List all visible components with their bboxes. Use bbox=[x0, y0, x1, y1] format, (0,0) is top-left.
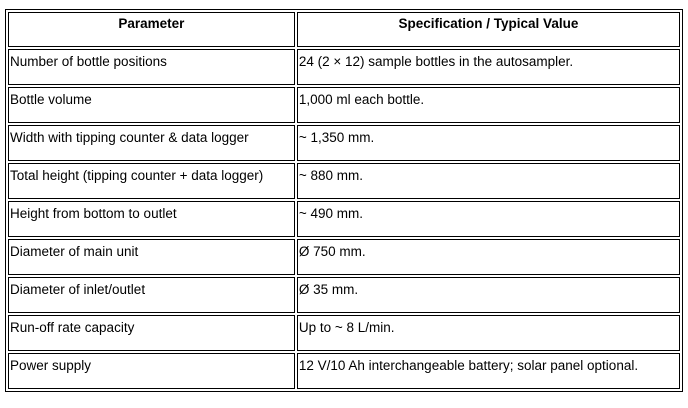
value-cell: 12 V/10 Ah interchangeable battery; solar panel optional. bbox=[297, 353, 680, 389]
parameter-cell: Power supply bbox=[8, 353, 295, 389]
parameter-cell: Run-off rate capacity bbox=[8, 315, 295, 351]
table-row bbox=[8, 277, 680, 313]
header-specification: Specification / Typical Value bbox=[297, 12, 680, 47]
value-cell: ~ 490 mm. bbox=[297, 201, 680, 237]
value-cell: Ø 750 mm. bbox=[297, 239, 680, 275]
table-row bbox=[8, 163, 680, 199]
parameter-cell: Total height (tipping counter + data logger) bbox=[8, 163, 295, 199]
table-row bbox=[8, 201, 680, 237]
table-header-row bbox=[8, 12, 680, 47]
table-row bbox=[8, 315, 680, 351]
table-row bbox=[8, 353, 680, 389]
spec-table bbox=[5, 9, 683, 392]
spec-table-container bbox=[5, 9, 683, 392]
parameter-cell: Bottle volume bbox=[8, 87, 295, 123]
table-row bbox=[8, 239, 680, 275]
value-cell: ~ 880 mm. bbox=[297, 163, 680, 199]
value-cell: Ø 35 mm. bbox=[297, 277, 680, 313]
parameter-cell: Number of bottle positions bbox=[8, 49, 295, 85]
header-parameter: Parameter bbox=[8, 12, 295, 47]
table-row bbox=[8, 87, 680, 123]
table-row bbox=[8, 49, 680, 85]
parameter-cell: Diameter of main unit bbox=[8, 239, 295, 275]
value-cell: 24 (2 × 12) sample bottles in the autosampler. bbox=[297, 49, 680, 85]
parameter-cell: Height from bottom to outlet bbox=[8, 201, 295, 237]
parameter-cell: Diameter of inlet/outlet bbox=[8, 277, 295, 313]
value-cell: Up to ~ 8 L/min. bbox=[297, 315, 680, 351]
table-row bbox=[8, 125, 680, 161]
parameter-cell: Width with tipping counter & data logger bbox=[8, 125, 295, 161]
value-cell: 1,000 ml each bottle. bbox=[297, 87, 680, 123]
value-cell: ~ 1,350 mm. bbox=[297, 125, 680, 161]
